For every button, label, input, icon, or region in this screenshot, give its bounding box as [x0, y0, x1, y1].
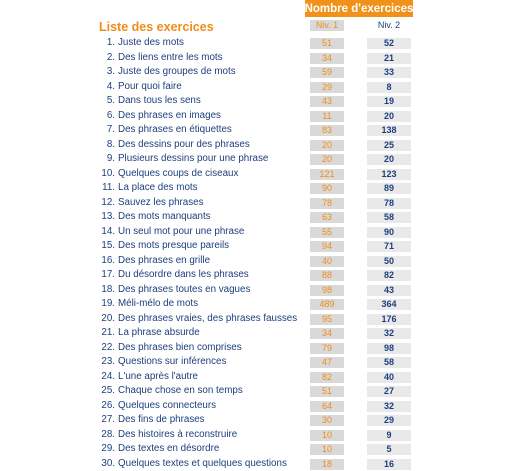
exercise-number: 4. — [96, 80, 115, 95]
exercise-name: Juste des mots — [118, 37, 184, 48]
level-2-count: 50 — [367, 256, 411, 267]
level-2-count: 40 — [367, 372, 411, 383]
table-row — [0, 152, 510, 167]
exercise-label — [96, 442, 219, 457]
exercise-name: Juste des groupes de mots — [118, 66, 236, 77]
table-row — [0, 355, 510, 370]
exercise-label — [96, 283, 250, 298]
level-1-count: 79 — [310, 343, 344, 354]
exercise-number: 2. — [96, 51, 115, 66]
table-row — [0, 428, 510, 443]
exercise-number: 28. — [96, 428, 115, 443]
exercise-number: 1. — [96, 36, 115, 51]
level-1-count: 82 — [310, 372, 344, 383]
level-2-count: 29 — [367, 415, 411, 426]
level-1-count: 51 — [310, 386, 344, 397]
exercise-number: 10. — [96, 167, 115, 182]
exercise-name: Questions sur inférences — [118, 356, 226, 367]
exercise-name: Des fins de phrases — [118, 414, 205, 425]
table-row — [0, 268, 510, 283]
exercise-rows — [0, 36, 510, 471]
exercise-number: 20. — [96, 312, 115, 327]
level-1-count: 18 — [310, 459, 344, 470]
exercise-label — [96, 413, 205, 428]
exercise-label — [96, 181, 198, 196]
exercise-label — [96, 341, 242, 356]
level-2-count: 32 — [367, 401, 411, 412]
exercise-name: Des phrases vraies, des phrases fausses — [118, 313, 297, 324]
table-row — [0, 370, 510, 385]
exercise-number: 25. — [96, 384, 115, 399]
exercise-name: Des textes en désordre — [118, 443, 219, 454]
level-1-count: 63 — [310, 212, 344, 223]
table-row — [0, 442, 510, 457]
level-1-count: 121 — [310, 169, 344, 180]
level-2-count: 19 — [367, 96, 411, 107]
level-1-count: 59 — [310, 67, 344, 78]
level-2-count: 20 — [367, 154, 411, 165]
level-2-count: 89 — [367, 183, 411, 194]
level-1-count: 90 — [310, 183, 344, 194]
level-2-count: 90 — [367, 227, 411, 238]
exercise-name: Des liens entre les mots — [118, 52, 223, 63]
table-row — [0, 51, 510, 66]
exercise-number: 3. — [96, 65, 115, 80]
level-2-count: 98 — [367, 343, 411, 354]
level-1-count: 83 — [310, 125, 344, 136]
exercise-label — [96, 457, 287, 471]
table-row — [0, 80, 510, 95]
exercise-number: 14. — [96, 225, 115, 240]
exercise-name: Un seul mot pour une phrase — [118, 226, 244, 237]
level-2-count: 123 — [367, 169, 411, 180]
exercise-name: Quelques connecteurs — [118, 400, 216, 411]
exercise-name: Méli-mélo de mots — [118, 298, 198, 309]
level-2-count: 364 — [367, 299, 411, 310]
exercise-label — [96, 152, 268, 167]
exercise-label — [96, 370, 198, 385]
table-row — [0, 138, 510, 153]
exercise-label — [96, 384, 243, 399]
column-header-level-1: Niv. 1 — [310, 20, 344, 31]
exercise-number: 18. — [96, 283, 115, 298]
level-1-count: 95 — [310, 314, 344, 325]
exercise-name: L'une après l'autre — [118, 371, 198, 382]
exercise-name: Chaque chose en son temps — [118, 385, 243, 396]
table-row — [0, 109, 510, 124]
level-2-count: 58 — [367, 357, 411, 368]
exercise-name: Des phrases en images — [118, 110, 221, 121]
exercise-label — [96, 210, 211, 225]
level-1-count: 10 — [310, 430, 344, 441]
level-2-count: 32 — [367, 328, 411, 339]
exercise-name: Des phrases en grille — [118, 255, 210, 266]
exercise-label — [96, 268, 249, 283]
table-row — [0, 210, 510, 225]
exercise-number: 5. — [96, 94, 115, 109]
table-row — [0, 384, 510, 399]
level-2-count: 138 — [367, 125, 411, 136]
table-row — [0, 312, 510, 327]
level-1-count: 40 — [310, 256, 344, 267]
exercise-label — [96, 312, 297, 327]
exercise-label — [96, 51, 223, 66]
exercise-name: Dans tous les sens — [118, 95, 201, 106]
table-row — [0, 283, 510, 298]
level-2-count: 27 — [367, 386, 411, 397]
level-2-count: 43 — [367, 285, 411, 296]
table-row — [0, 167, 510, 182]
table-row — [0, 181, 510, 196]
exercise-name: Du désordre dans les phrases — [118, 269, 249, 280]
exercise-number: 22. — [96, 341, 115, 356]
exercise-label — [96, 428, 237, 443]
exercise-label — [96, 138, 250, 153]
table-row — [0, 326, 510, 341]
exercise-name: Des histoires à reconstruire — [118, 429, 237, 440]
level-1-count: 43 — [310, 96, 344, 107]
level-2-count: 21 — [367, 53, 411, 64]
exercise-number: 6. — [96, 109, 115, 124]
level-2-count: 176 — [367, 314, 411, 325]
level-2-count: 78 — [367, 198, 411, 209]
exercise-number: 12. — [96, 196, 115, 211]
exercise-number: 7. — [96, 123, 115, 138]
level-1-count: 51 — [310, 38, 344, 49]
table-row — [0, 413, 510, 428]
exercise-name: Des phrases toutes en vagues — [118, 284, 250, 295]
exercise-label — [96, 225, 244, 240]
table-row — [0, 254, 510, 269]
exercise-name: Pour quoi faire — [118, 81, 182, 92]
level-2-count: 16 — [367, 459, 411, 470]
level-1-count: 47 — [310, 357, 344, 368]
level-1-count: 30 — [310, 415, 344, 426]
exercise-number: 24. — [96, 370, 115, 385]
exercise-label — [96, 80, 182, 95]
exercise-number: 19. — [96, 297, 115, 312]
table-row — [0, 297, 510, 312]
exercise-label — [96, 254, 210, 269]
exercise-number: 8. — [96, 138, 115, 153]
exercise-number: 27. — [96, 413, 115, 428]
table-row — [0, 65, 510, 80]
table-row — [0, 94, 510, 109]
table-row — [0, 399, 510, 414]
level-1-count: 94 — [310, 241, 344, 252]
exercise-number: 13. — [96, 210, 115, 225]
exercise-label — [96, 196, 204, 211]
column-header-level-2: Niv. 2 — [367, 20, 411, 31]
exercise-label — [96, 326, 200, 341]
exercise-number: 16. — [96, 254, 115, 269]
exercise-name: Des mots presque pareils — [118, 240, 229, 251]
group-title-nombre-exercices: Nombre d'exercices — [305, 0, 413, 17]
exercise-label — [96, 239, 229, 254]
exercise-name: La place des mots — [118, 182, 198, 193]
exercise-number: 23. — [96, 355, 115, 370]
level-2-count: 52 — [367, 38, 411, 49]
exercise-label — [96, 123, 232, 138]
level-2-count: 20 — [367, 111, 411, 122]
exercise-name: Des mots manquants — [118, 211, 211, 222]
level-1-count: 34 — [310, 328, 344, 339]
level-1-count: 489 — [310, 299, 344, 310]
level-1-count: 78 — [310, 198, 344, 209]
exercise-number: 15. — [96, 239, 115, 254]
exercise-label — [96, 65, 236, 80]
level-1-count: 64 — [310, 401, 344, 412]
level-2-count: 25 — [367, 140, 411, 151]
table-row — [0, 196, 510, 211]
exercise-number: 17. — [96, 268, 115, 283]
exercise-label — [96, 399, 216, 414]
level-1-count: 20 — [310, 140, 344, 151]
table-row — [0, 457, 510, 471]
exercise-number: 29. — [96, 442, 115, 457]
exercise-label — [96, 109, 221, 124]
exercise-name: Des dessins pour des phrases — [118, 139, 250, 150]
exercise-number: 26. — [96, 399, 115, 414]
level-1-count: 10 — [310, 444, 344, 455]
level-2-count: 71 — [367, 241, 411, 252]
exercise-number: 21. — [96, 326, 115, 341]
table-row — [0, 36, 510, 51]
exercise-name: Des phrases en étiquettes — [118, 124, 232, 135]
level-2-count: 8 — [367, 82, 411, 93]
table-row — [0, 239, 510, 254]
table-row — [0, 225, 510, 240]
list-title: Liste des exercices — [99, 20, 214, 34]
exercise-number: 30. — [96, 457, 115, 471]
level-2-count: 5 — [367, 444, 411, 455]
exercise-label — [96, 355, 226, 370]
exercise-name: Plusieurs dessins pour une phrase — [118, 153, 268, 164]
exercise-name: Quelques textes et quelques questions — [118, 458, 287, 469]
exercise-number: 11. — [96, 181, 115, 196]
exercise-name: Des phrases bien comprises — [118, 342, 242, 353]
exercise-label — [96, 36, 184, 51]
table-row — [0, 123, 510, 138]
exercise-label — [96, 94, 201, 109]
level-2-count: 33 — [367, 67, 411, 78]
level-1-count: 34 — [310, 53, 344, 64]
exercise-number: 9. — [96, 152, 115, 167]
exercise-name: La phrase absurde — [118, 327, 200, 338]
level-2-count: 58 — [367, 212, 411, 223]
level-1-count: 98 — [310, 285, 344, 296]
exercise-name: Quelques coups de ciseaux — [118, 168, 238, 179]
level-1-count: 55 — [310, 227, 344, 238]
table-row — [0, 341, 510, 356]
level-1-count: 29 — [310, 82, 344, 93]
exercise-label — [96, 297, 198, 312]
level-2-count: 9 — [367, 430, 411, 441]
level-1-count: 11 — [310, 111, 344, 122]
level-2-count: 82 — [367, 270, 411, 281]
exercise-label — [96, 167, 238, 182]
level-1-count: 88 — [310, 270, 344, 281]
level-1-count: 20 — [310, 154, 344, 165]
exercise-name: Sauvez les phrases — [118, 197, 204, 208]
